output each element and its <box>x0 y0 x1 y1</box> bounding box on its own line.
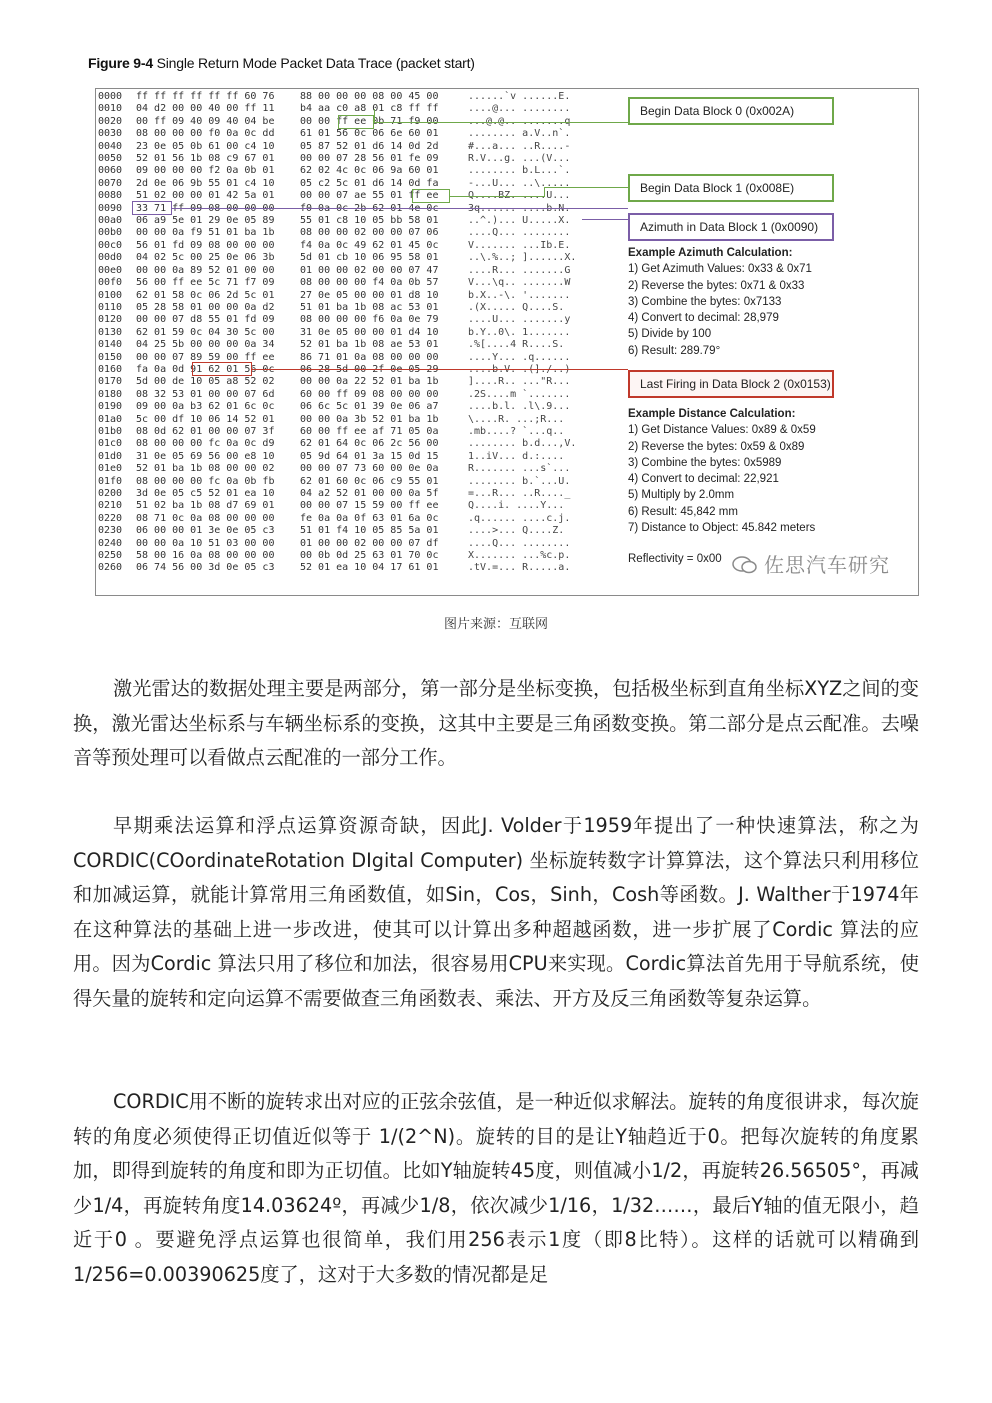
paragraph-1: 激光雷达的数据处理主要是两部分，第一部分是坐标变换，包括极坐标到直角坐标XYZ之间的变换，激光雷达坐标系与车辆坐标系的变换，这其中主要是三角函数变换。第二部分是点云配准。去噪音等预处理可以看做点云配准的一部分工作。 <box>73 677 919 769</box>
azimuth-calculation <box>628 245 812 359</box>
connector-block1 <box>450 196 544 197</box>
hex-bytes-left: ff ff ff ff ff ff 60 76 04 d2 00 00 40 00 ff 11 00 ff 09 40 09 40 04 be 08 00 00 00 f0 0a 0c dd 23 0e 05 0b 61 00 c4 10 52 01 56 1b 08 c9 67 01 09 00 00 00 f2 0a 0b 01 2d 0e 06 9b 55 01 c4 10 51 02 00 00 01 42 5a 01 33 71 ff 09 08 00 00 00 06 a9 5e 01 29 0e 05 89 00 00 0a f9 51 01 ba 1b 56 01 fd 09 08 00 00 00 04 02 5c 00 25 0e 06 3b 00 00 0a 89 52 01 00 00 56 00 ff ee 5c 71 f7 09 62 01 58 0c 06 2d 5c 01 05 28 58 01 00 00 0a d2 00 00 07 d8 55 01 fd 09 62 01 59 0c 04 30 5c 00 04 25 5b 00 00 00 0a 34 00 00 07 89 59 00 ff ee fa 0a 0d 91 62 01 56 0c 5d 00 de 10 05 a8 52 02 08 32 53 01 00 00 07 6d 09 00 0a b3 62 01 6c 0c 5c 00 df 10 06 14 52 01 08 0d 62 01 00 00 07 3f 08 00 00 00 fc 0a 0c d9 31 0e 05 69 56 00 e8 10 52 01 ba 1b 08 00 00 02 08 00 00 00 fc 0a 0b fb 3d 0e 05 c5 52 01 ea 10 51 02 ba 1b 08 d7 69 01 08 71 0c 0a 08 00 00 00 06 00 00 01 3e 0e 05 c3 00 00 0a 10 51 03 00 00 58 00 16 0a 08 00 00 00 06 74 56 00 3d 0e 05 c3 <box>136 91 275 574</box>
azimuth-calc-step: 3) Combine the bytes: 0x7133 <box>628 295 782 308</box>
hex-offsets: 0000 0010 0020 0030 0040 0050 0060 0070 0080 0090 00a0 00b0 00c0 00d0 00e0 00f0 0100 0110 0120 0130 0140 0150 0160 0170 0180 0190 01a0 01b0 01c0 01d0 01e0 01f0 0200 0210 0220 0230 0240 0250 0260 <box>98 91 123 574</box>
distance-calc-step: 4) Convert to decimal: 22,921 <box>628 473 779 486</box>
azimuth-calc-step: 4) Convert to decimal: 28,979 <box>628 312 779 325</box>
packet-trace-figure <box>95 88 919 596</box>
callout-azimuth: Azimuth in Data Block 1 (0x0090) <box>628 213 834 241</box>
connector-azimuth-ext <box>582 219 628 220</box>
watermark-text: 佐思汽车研究 <box>764 553 890 577</box>
azimuth-calc-step: 5) Divide by 100 <box>628 328 712 341</box>
figure-title <box>88 55 475 71</box>
distance-calc-step: 3) Combine the bytes: 0x5989 <box>628 456 782 469</box>
figure-number: Figure 9-4 <box>88 55 153 71</box>
highlight-block1 <box>412 189 450 203</box>
azimuth-calc-heading: Example Azimuth Calculation: <box>628 247 793 259</box>
connector-lastfiring <box>252 369 628 370</box>
azimuth-calc-step: 1) Get Azimuth Values: 0x33 & 0x71 <box>628 263 812 276</box>
hex-bytes-right: 88 00 00 00 08 00 45 00 b4 aa c0 a8 01 c8 ff ff 00 00 ff ee 0b 71 f9 00 61 01 56 0c 06 6e 60 01 05 87 52 01 d6 14 0d 2d 00 00 07 28 56 01 fe 09 62 02 4c 0c 06 9a 60 01 05 c2 5c 01 d6 14 0d fa 00 00 07 ae 55 01 ff ee f0 0a 0c 2b 62 01 4e 0c 55 01 c8 10 05 bb 58 01 08 00 00 02 00 00 07 06 f4 0a 0c 49 62 01 45 0c 5d 01 cb 10 06 95 58 01 01 00 00 02 00 00 07 47 08 00 00 00 f4 0a 0b 57 27 0e 05 00 00 01 d8 10 51 01 ba 1b 08 ac 53 01 08 00 00 00 f6 0a 0e 79 31 0e 05 00 00 01 d4 10 52 01 ba 1b 08 ae 53 01 86 71 01 0a 08 00 00 00 06 28 5d 00 2f 0e 05 29 00 00 0a 22 52 01 ba 1b 60 00 ff 09 08 00 00 00 06 6c 5c 01 39 0e 06 a7 00 00 0a 3b 52 01 ba 1b 60 00 ff ee af 71 05 0a 62 01 64 0c 06 2c 56 00 05 9d 64 01 3a 15 0d 15 00 00 07 73 60 00 0e 0a 62 01 60 0c 06 c9 55 01 04 a2 52 01 00 00 0a 5f 00 00 07 15 59 00 ff ee fe 0a 0a 0f 63 01 6a 0c 51 01 f4 10 05 85 5a 01 01 00 00 02 00 00 07 df 00 0b 0d 25 63 01 70 0c 52 01 ea 10 04 17 61 01 <box>300 91 439 574</box>
hex-ascii: ......`v ......E. ....@... ........ ...@.@.. .......q ........ a.V..n`. #...a... ..R....- R.V...g. ...(V... ........ b.L...`. -...U... ..\..... Q....BZ. ....U... 3q...... ....b.N. ..^.)... U.....X. ....Q... ........ V....... ...Ib.E. ..\.%..; ]......X. ....R... .......G V...\q.. .......W b.X..-\. '....... .(X..... Q....S. ....U... .......y b.Y..0\. 1....... .%[....4 R....S. ....Y... .q...... ....b.V. .(]./..) ]....R.. ..."R... .2S....m `....... ....b.l. .l\.9... \....R. ...;R... .mb....? `...q.. ........ b.d...,V. 1..iV... d.:.... R....... ...s`... ........ b.`...U. =...R... ..R...._ Q....i. ....Y... .q...... ....c.j. ....>... Q....Z. ....Q... ........ X....... ...%c.p. .tV.=... R.....a. <box>468 91 577 574</box>
connector-azimuth <box>172 208 628 209</box>
distance-calc-step: 5) Multiply by 2.0mm <box>628 489 735 502</box>
connector-block1-top <box>544 187 628 188</box>
distance-calc-step: 1) Get Distance Values: 0x89 & 0x59 <box>628 424 816 437</box>
callout-block1: Begin Data Block 1 (0x008E) <box>628 174 834 202</box>
distance-calc-heading: Example Distance Calculation: <box>628 408 796 420</box>
paragraph-2: 早期乘法运算和浮点运算资源奇缺，因此J. Volder于1959年提出了一种快速算法，称之为CORDIC(COordinateRotation DIgital Computer) 坐标旋转数字计算算法，这个算法只利用移位和加减运算，就能计算常用三角函数值，如Sin，Cos，Sinh，Cosh等函数。J. Walther于1974年在这种算法的基础上进一步改进，使其可以计算出多种超越函数，进一步扩展了Cordic 算法的应用。因为Cordic 算法只用了移位和加法，很容易用CPU来实现。Cordic算法首先用于导航系统，使得矢量的旋转和定向运算不需要做查三角函数表、乘法、开方及反三角函数等复杂运算。 <box>73 814 919 1010</box>
connector-block0 <box>374 122 628 123</box>
distance-calculation <box>628 406 816 536</box>
highlight-lastfiring <box>192 362 252 376</box>
callout-block0: Begin Data Block 0 (0x002A) <box>628 97 834 125</box>
highlight-azimuth <box>132 201 172 215</box>
figure-caption: 图片来源：互联网 <box>443 617 548 632</box>
distance-calc-step: 2) Reverse the bytes: 0x59 & 0x89 <box>628 440 805 453</box>
azimuth-calc-step: 2) Reverse the bytes: 0x71 & 0x33 <box>628 279 805 292</box>
callout-lastfiring: Last Firing in Data Block 2 (0x0153) <box>628 370 834 398</box>
connector-block1-rise <box>544 187 545 197</box>
figure-title-text: Single Return Mode Packet Data Trace (packet start) <box>152 55 475 71</box>
distance-calc-step: 7) Distance to Object: 45.842 meters <box>628 522 816 535</box>
paragraph-3: CORDIC用不断的旋转求出对应的正弦余弦值，是一种近似求解法。旋转的角度很讲求，每次旋转的角度必须使得正切值近似等于 1/(2^N)。旋转的目的是让Y轴趋近于0。把每次旋转的角度累加，即得到旋转的角度和即为正切值。比如Y轴旋转45度，则值减小1/2，再旋转26.56505°，再减少1/4，再旋转角度14.03624º，再减少1/8，依次减少1/16，1/32……，最后Y轴的值无限小，趋近于0 。要避免浮点运算也很简单，我们用256表示1度（即8比特）。这样的话就可以精确到1/256=0.00390625度了，这对于大多数的情况都是足 <box>73 1090 919 1286</box>
connector-block0-drop <box>374 109 375 122</box>
highlight-block0 <box>338 115 374 129</box>
azimuth-calc-step: 6) Result: 289.79° <box>628 344 721 357</box>
reflectivity-note: Reflectivity = 0x00 <box>628 553 722 565</box>
wechat-icon <box>732 555 758 573</box>
watermark <box>732 549 890 578</box>
distance-calc-step: 6) Result: 45,842 mm <box>628 505 738 518</box>
